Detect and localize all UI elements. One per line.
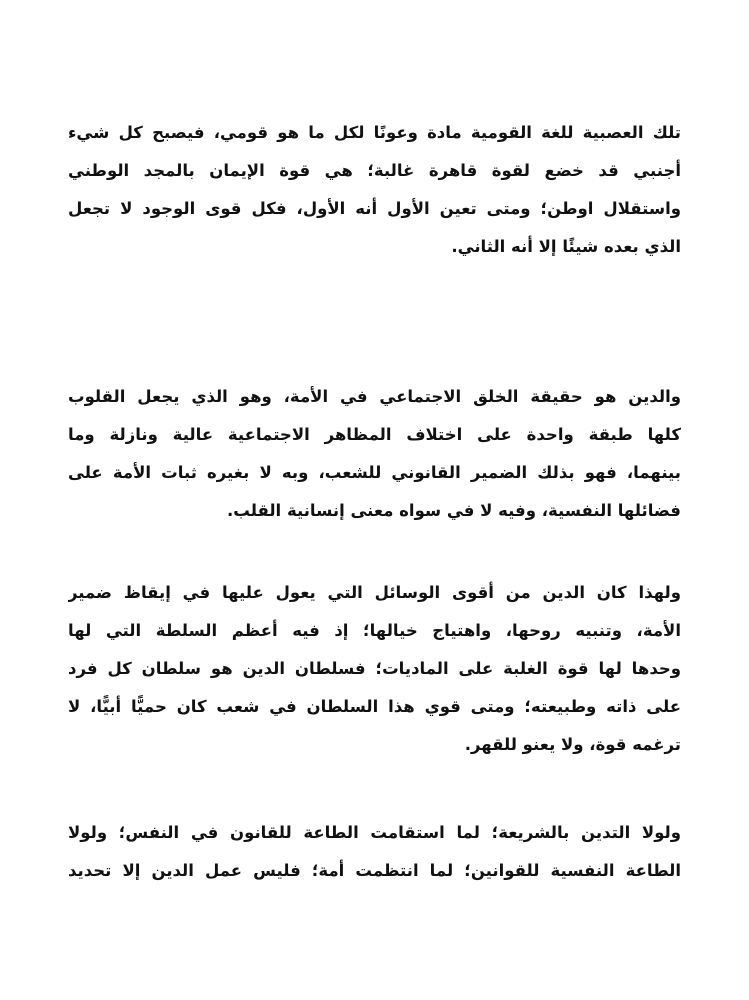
paragraph-line: الذي بعده شيئًا إلا أنه الثاني. xyxy=(451,237,681,256)
paragraph-line: كلها طبقة واحدة على اختلاف المظاهر الاجتماعية عالية ونازلة وما xyxy=(68,425,681,444)
paragraph-line: ولولا التدين بالشريعة؛ لما استقامت الطاعة للقانون في النفس؛ ولولا xyxy=(68,823,681,842)
paragraph-1 xyxy=(68,114,681,266)
paragraph-line: الأمة، وتنبيه روحها، واهتياج خيالها؛ إذ فيه أعظم السلطة التي لها xyxy=(68,621,681,640)
paragraph-line: ترغمه قوة، ولا يعنو للقهر. xyxy=(464,735,681,754)
paragraph-line: واستقلال اوطن؛ ومتى تعين الأول أنه الأول، فكل قوى الوجود لا تجعل xyxy=(68,199,681,218)
paragraph-line: ولهذا كان الدين من أقوى الوسائل التي يعول عليها في إيقاظ ضمير xyxy=(68,583,681,602)
paragraph-line: وحدها لها قوة الغلبة على الماديات؛ فسلطان الدين هو سلطان كل فرد xyxy=(68,659,681,678)
paragraph-line: والدين هو حقيقة الخلق الاجتماعي في الأمة، وهو الذي يجعل القلوب xyxy=(68,387,681,406)
paragraph-line: الطاعة النفسية للقوانين؛ لما انتظمت أمة؛ فليس عمل الدين إلا تحديد xyxy=(68,861,681,880)
paragraph-line: أجنبي قد خضع لقوة قاهرة غالبة؛ هي قوة الإيمان بالمجد الوطني xyxy=(68,161,681,180)
paragraph-line: على ذاته وطبيعته؛ ومتى قوي هذا السلطان في شعب كان حميًّا أبيًّا، لا xyxy=(68,697,681,716)
paragraph-line: بينهما، فهو بذلك الضمير القانوني للشعب، وبه لا بغيره ثبات الأمة على xyxy=(68,463,681,482)
paragraph-line: تلك العصبية للغة القومية مادة وعونًا لكل ما هو قومي، فيصبح كل شيء xyxy=(68,123,681,142)
paragraph-4 xyxy=(68,814,681,890)
paragraph-3 xyxy=(68,574,681,764)
paragraph-2 xyxy=(68,378,681,530)
paragraph-line: فضائلها النفسية، وفيه لا في سواه معنى إنسانية القلب. xyxy=(227,501,681,520)
